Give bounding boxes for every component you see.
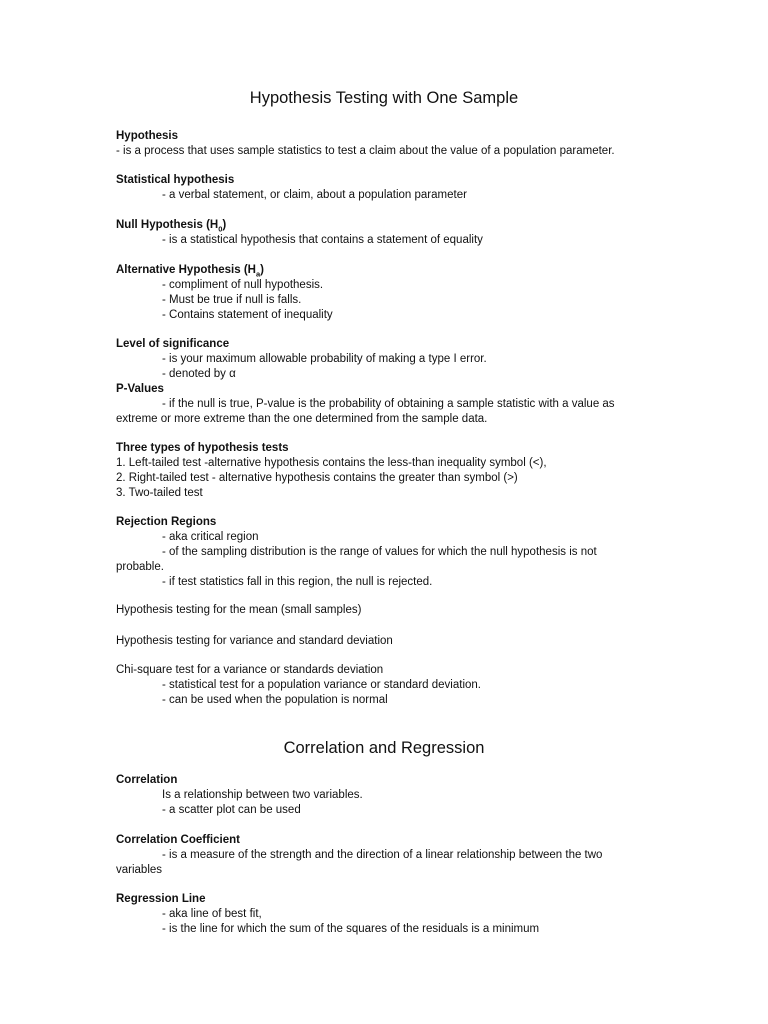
null-hypothesis-heading-text: Null Hypothesis (H bbox=[116, 219, 219, 231]
null-hypothesis-subscript: 0 bbox=[218, 224, 223, 234]
null-hypothesis-definition: - is a statistical hypothesis that contains a statement of equality bbox=[162, 234, 483, 246]
rejection-regions-definition: - of the sampling distribution is the range of values for which the null hypothesis is not probable. bbox=[116, 546, 597, 573]
variance-text: Hypothesis testing for variance and standard deviation bbox=[116, 635, 393, 647]
regression-line-heading: Regression Line bbox=[116, 893, 206, 905]
regression-line-block bbox=[116, 892, 646, 937]
section-title-hypothesis-testing: Hypothesis Testing with One Sample bbox=[249, 89, 519, 107]
alternative-hypothesis-subscript: a bbox=[255, 269, 261, 279]
significance-block bbox=[116, 337, 646, 382]
regression-line-definition: - is the line for which the sum of the squares of the residuals is a minimum bbox=[162, 923, 540, 935]
list-item: - compliment of null hypothesis. bbox=[162, 279, 324, 291]
alternative-hypothesis-block bbox=[116, 263, 646, 323]
statistical-hypothesis-definition: - a verbal statement, or claim, about a population parameter bbox=[162, 189, 467, 201]
correlation-coefficient-block bbox=[116, 833, 646, 878]
chi-square-block bbox=[116, 663, 646, 708]
chi-square-heading: Chi-square test for a variance or standards deviation bbox=[116, 664, 384, 676]
hypothesis-heading: Hypothesis bbox=[116, 130, 178, 142]
correlation-definition: Is a relationship between two variables. bbox=[162, 789, 363, 801]
list-item: - Contains statement of inequality bbox=[162, 309, 333, 321]
null-hypothesis-heading bbox=[116, 218, 646, 233]
correlation-block bbox=[116, 773, 646, 818]
alternative-hypothesis-heading bbox=[116, 263, 646, 278]
correlation-heading: Correlation bbox=[116, 774, 178, 786]
rejection-regions-aka: - aka critical region bbox=[162, 531, 259, 543]
mean-small-samples-line bbox=[116, 603, 646, 618]
null-hypothesis-block bbox=[116, 218, 646, 248]
variance-line bbox=[116, 634, 646, 649]
rejection-regions-rule: - if test statistics fall in this region, the null is rejected. bbox=[162, 576, 433, 588]
list-item: 3. Two-tailed test bbox=[116, 487, 203, 499]
alternative-hypothesis-heading-close: ) bbox=[260, 264, 264, 276]
correlation-coefficient-definition: - is a measure of the strength and the direction of a linear relationship between the two variables bbox=[116, 849, 603, 876]
list-item: - Must be true if null is falls. bbox=[162, 294, 302, 306]
p-values-definition: - if the null is true, P-value is the probability of obtaining a sample statistic with a value as extreme or more extreme than the one determined from the sample data. bbox=[116, 398, 615, 425]
correlation-scatter: - a scatter plot can be used bbox=[162, 804, 301, 816]
p-values-heading: P-Values bbox=[116, 383, 164, 395]
rejection-regions-block bbox=[116, 515, 646, 590]
section-title-correlation-regression: Correlation and Regression bbox=[283, 739, 485, 757]
test-types-block bbox=[116, 441, 646, 501]
statistical-hypothesis-heading: Statistical hypothesis bbox=[116, 174, 235, 186]
p-values-block bbox=[116, 382, 646, 427]
chi-square-definition: - statistical test for a population variance or standard deviation. bbox=[162, 679, 481, 691]
significance-denoted: - denoted by α bbox=[162, 368, 236, 380]
regression-line-aka: - aka line of best fit, bbox=[162, 908, 262, 920]
list-item: 2. Right-tailed test - alternative hypothesis contains the greater than symbol (>) bbox=[116, 472, 518, 484]
significance-definition: - is your maximum allowable probability of making a type I error. bbox=[162, 353, 487, 365]
list-item: 1. Left-tailed test -alternative hypothesis contains the less-than inequality symbol (<), bbox=[116, 457, 547, 469]
mean-small-samples-text: Hypothesis testing for the mean (small samples) bbox=[116, 604, 362, 616]
test-types-heading: Three types of hypothesis tests bbox=[116, 442, 289, 454]
hypothesis-definition: - is a process that uses sample statistics to test a claim about the value of a population parameter. bbox=[116, 145, 615, 157]
null-hypothesis-heading-close: ) bbox=[222, 219, 227, 231]
chi-square-condition: - can be used when the population is normal bbox=[162, 694, 388, 706]
statistical-hypothesis-block bbox=[116, 173, 646, 203]
alternative-hypothesis-heading-text: Alternative Hypothesis (H bbox=[116, 264, 256, 276]
significance-heading: Level of significance bbox=[116, 338, 230, 350]
rejection-regions-heading: Rejection Regions bbox=[116, 516, 217, 528]
hypothesis-block bbox=[116, 129, 646, 159]
correlation-coefficient-heading: Correlation Coefficient bbox=[116, 834, 240, 846]
